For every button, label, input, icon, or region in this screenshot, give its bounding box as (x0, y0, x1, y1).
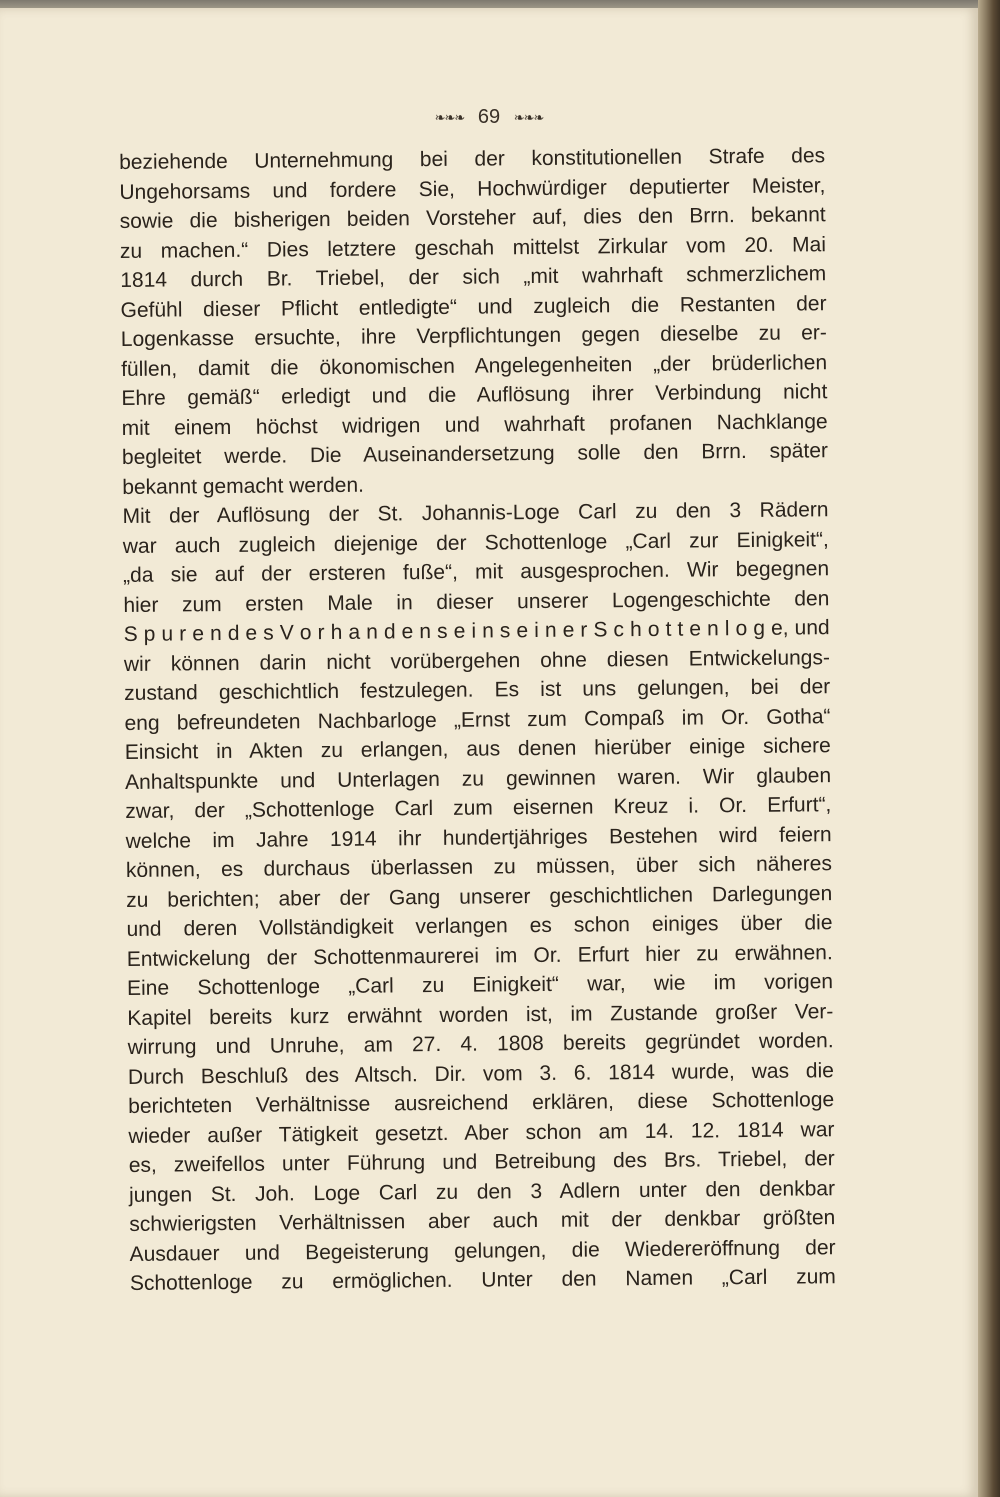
text-line: Ausdauer und Begeisterung gelungen, die Wiedereröffnung der (129, 1235, 836, 1266)
text-line: zwar, der „Schottenloge Carl zum eisernen Kreuz i. Or. Erfurt“, (125, 793, 832, 823)
text-line: füllen, damit die ökonomischen Angelegenheiten „der brüderlichen (121, 350, 828, 381)
text-line: Einsicht in Akten zu erlangen, aus denen hierüber einige sichere (124, 734, 831, 764)
text-line: wir können darin nicht vorübergehen ohne diesen Entwickelungs- (123, 645, 831, 676)
text-line: Eine Schottenloge „Carl zu Einigkeit“ war, wie im vorigen (126, 970, 834, 1000)
text-line: Entwickelung der Schottenmaurerei im Or. Erfurt hier zu erwähnen. (126, 940, 833, 971)
text-line: wieder außer Tätigkeit gesetzt. Aber schon am 14. 12. 1814 war (128, 1117, 835, 1148)
text-line: und deren Vollständigkeit verlangen es schon einiges über die (126, 911, 833, 941)
text-line: S p u r e n d e s V o r h a n d e n s e i n s e i n e r S c h o t t e n l o g e, und (123, 616, 830, 646)
book-page (0, 8, 978, 1497)
text-line: schwierigsten Verhältnissen aber auch mit der denkbar größten (129, 1206, 836, 1236)
text-line: es, zweifellos unter Führung und Betreibung des Brs. Triebel, der (128, 1147, 835, 1177)
text-line: Durch Beschluß des Altsch. Dir. vom 3. 6. 1814 wurde, was die (127, 1058, 834, 1089)
text-line: Gefühl dieser Pflicht entledigte“ und zugleich die Restanten der (120, 291, 827, 322)
text-line: 1814 durch Br. Triebel, der sich „mit wahrhaft schmerzlichem (120, 262, 827, 292)
text-line: „da sie auf der ersteren fuße“, mit ausgesprochen. Wir begegnen (122, 557, 830, 587)
page-header (0, 106, 978, 129)
body-text (119, 141, 836, 1298)
text-line: zu berichten; aber der Gang unserer geschichtlichen Darlegungen (126, 881, 833, 912)
text-line: welche im Jahre 1914 ihr hundertjähriges Bestehen wird feiern (125, 822, 832, 853)
text-line: jungen St. Joh. Loge Carl zu den 3 Adlern unter den denkbar (128, 1176, 836, 1207)
text-line: beziehende Unternehmung bei der konstitutionellen Strafe des (119, 144, 826, 174)
text-line: mit einem höchst widrigen und wahrhaft profanen Nachklange (121, 409, 828, 440)
right-ornament-icon: ❧❧❧ (513, 109, 544, 125)
book-spine-edge (978, 0, 1000, 1497)
text-line: sowie die bisherigen beiden Vorsteher auf, dies den Brrn. bekannt (119, 203, 826, 233)
text-line: Ehre gemäß“ erledigt und die Auflösung ihrer Verbindung nicht (121, 380, 828, 410)
left-ornament-icon: ❧❧❧ (434, 109, 465, 125)
text-line: zu machen.“ Dies letztere geschah mittelst Zirkular vom 20. Mai (119, 232, 827, 263)
text-line: Schottenloge zu ermöglichen. Unter den Namen „Carl zum (129, 1265, 836, 1295)
text-line: bekannt gemacht werden. (122, 473, 365, 499)
text-line: können, es durchaus überlassen zu müssen, über sich näheres (125, 852, 833, 882)
text-line: begleitet werde. Die Auseinandersetzung solle den Brrn. später (121, 439, 829, 469)
text-line: zustand geschichtlich festzulegen. Es ist uns gelungen, bei der (124, 675, 831, 705)
text-line: Anhaltspunkte und Unterlagen zu gewinnen waren. Wir glauben (124, 763, 832, 794)
text-line: Kapitel bereits kurz erwähnt worden ist, im Zustande großer Ver- (127, 999, 834, 1030)
page-number: 69 (477, 106, 501, 129)
text-line: Logenkasse ersuchte, ihre Verpflichtungen gegen dieselbe zu er- (120, 321, 827, 351)
text-line: Mit der Auflösung der St. Johannis-Loge Carl zu den 3 Rädern (122, 498, 829, 528)
text-line: hier zum ersten Male in dieser unserer Logengeschichte den (123, 586, 830, 617)
text-line: eng befreundeten Nachbarloge „Ernst zum Compaß im Or. Gotha“ (124, 704, 831, 735)
text-line: Ungehorsams und fordere Sie, Hochwürdiger deputierter Meister, (119, 173, 826, 204)
text-line: war auch zugleich diejenige der Schottenloge „Carl zur Einigkeit“, (122, 527, 829, 558)
text-line: wirrung und Unruhe, am 27. 4. 1808 bereits gegründet worden. (127, 1029, 834, 1059)
text-line: berichteten Verhältnisse ausreichend erklären, diese Schottenloge (128, 1088, 835, 1118)
